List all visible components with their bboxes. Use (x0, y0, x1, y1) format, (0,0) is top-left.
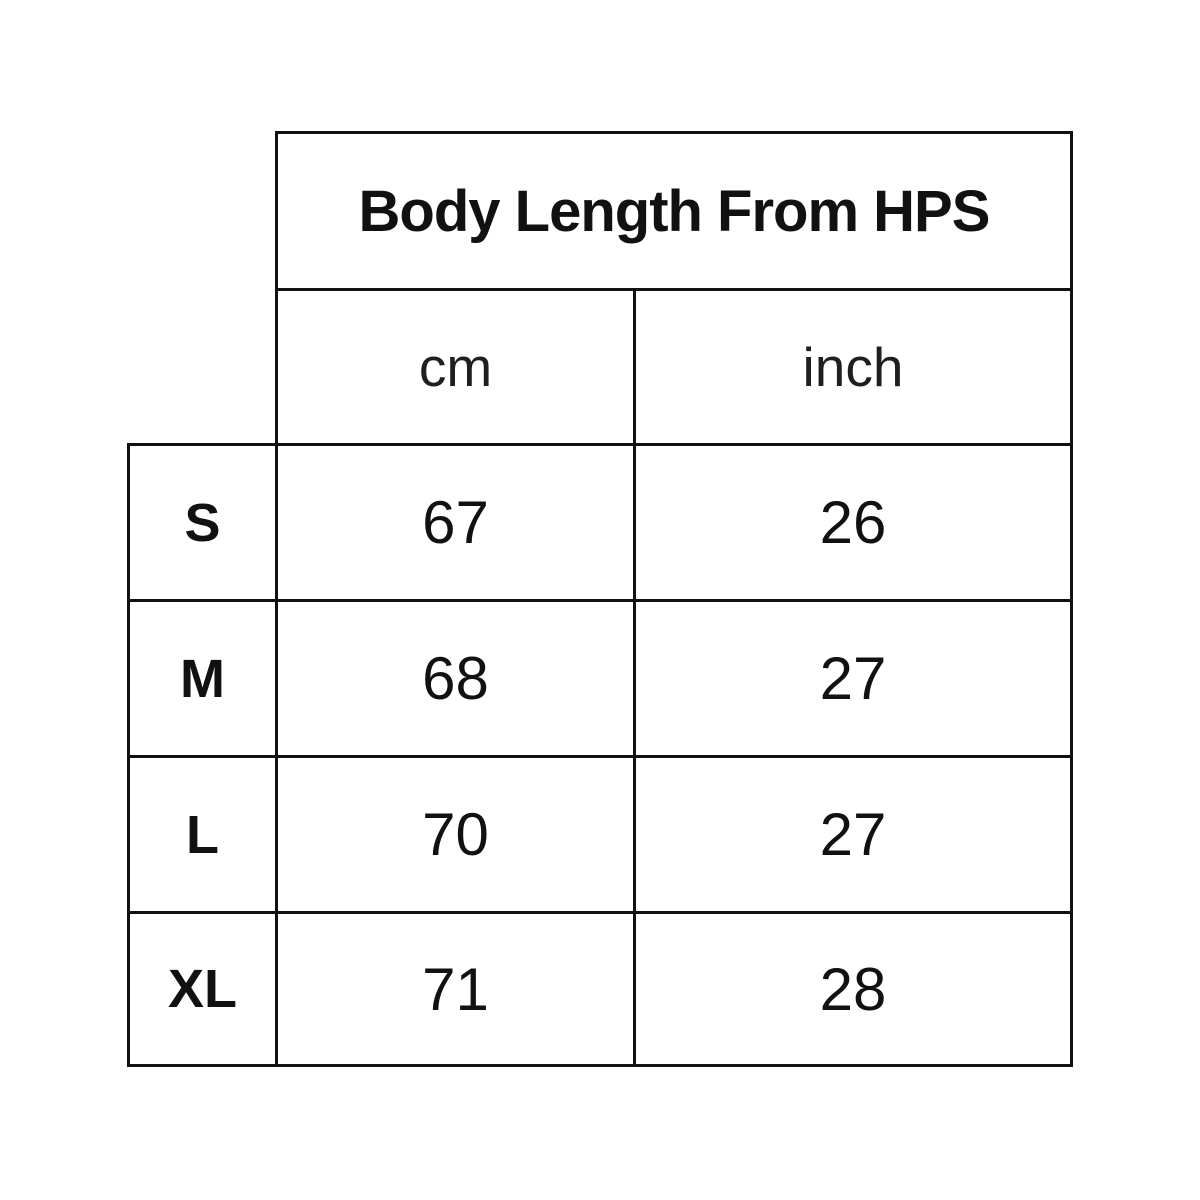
empty-corner-units (127, 288, 275, 443)
value-l-cm: 70 (275, 755, 633, 911)
value-m-cm: 68 (275, 599, 633, 755)
empty-corner-top (127, 131, 275, 288)
size-label-m: M (127, 599, 275, 755)
value-s-cm: 67 (275, 443, 633, 599)
size-label-xl: XL (127, 911, 275, 1067)
size-label-l: L (127, 755, 275, 911)
unit-header-cm: cm (275, 288, 633, 443)
value-xl-cm: 71 (275, 911, 633, 1067)
value-s-inch: 26 (633, 443, 1073, 599)
value-m-inch: 27 (633, 599, 1073, 755)
size-label-s: S (127, 443, 275, 599)
value-xl-inch: 28 (633, 911, 1073, 1067)
table-title: Body Length From HPS (275, 131, 1073, 288)
size-chart-table (127, 131, 1073, 1067)
unit-header-inch: inch (633, 288, 1073, 443)
value-l-inch: 27 (633, 755, 1073, 911)
